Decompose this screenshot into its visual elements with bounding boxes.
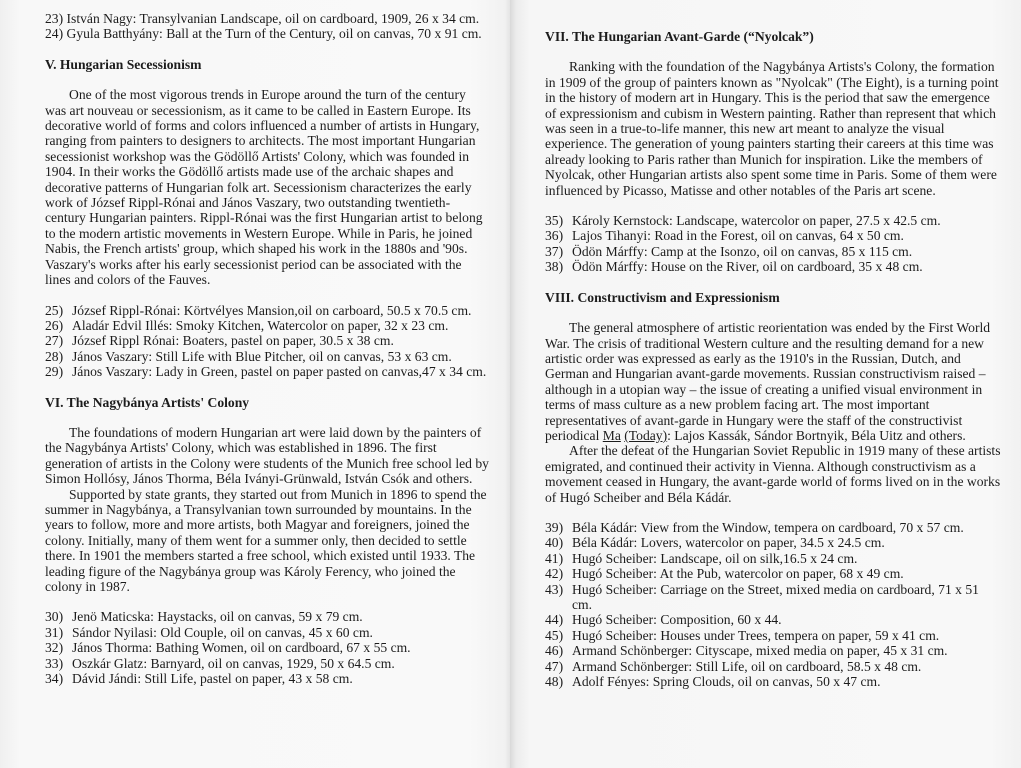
artwork-item: 38) Ödön Márffy: House on the River, oil on cardboard, 35 x 48 cm. xyxy=(545,259,923,275)
artwork-item: 23) István Nagy: Transylvanian Landscape, oil on cardboard, 1909, 26 x 34 cm. xyxy=(45,11,480,26)
artwork-item: 29) János Vaszary: Lady in Green, pastel on paper pasted on canvas,47 x 34 cm. xyxy=(45,364,487,380)
artwork-item: 34) Dávid Jándi: Still Life, pastel on paper, 43 x 58 cm. xyxy=(45,671,353,687)
periodical-translation: (Today) xyxy=(624,427,668,443)
intro-artwork-list xyxy=(45,11,490,42)
artwork-item: 42) Hugó Scheiber: At the Pub, watercolor on paper, 68 x 49 cm. xyxy=(545,566,904,582)
artwork-list xyxy=(45,303,490,380)
artwork-item: 35) Károly Kernstock: Landscape, watercolor on paper, 27.5 x 42.5 cm. xyxy=(545,213,941,229)
artwork-item: 40) Béla Kádár: Lovers, watercolor on paper, 34.5 x 24.5 cm. xyxy=(545,535,885,551)
section-paragraph: The foundations of modern Hungarian art were laid down by the painters of the Nagybánya Artists' Colony, which was established in 1896. The first generation of artists in the Colony were students of the Munich free school led by Simon Hollósy, János Thorma, Béla Iványi-Grünwald, István Csók and others. xyxy=(45,424,489,487)
artwork-item: 43) Hugó Scheiber: Carriage on the Street, mixed media on cardboard, 71 x 51 cm. xyxy=(545,581,979,612)
artwork-item: 30) Jenö Maticska: Haystacks, oil on canvas, 59 x 79 cm. xyxy=(45,609,363,625)
artwork-item: 32) János Thorma: Bathing Women, oil on cardboard, 67 x 55 cm. xyxy=(45,640,411,656)
artwork-item: 37) Ödön Márffy: Camp at the Isonzo, oil on canvas, 85 x 115 cm. xyxy=(545,243,913,259)
section-paragraph: Ranking with the foundation of the Nagybánya Artists's Colony, the formation in 1909 of the group of painters known as "Nyolcak" (The Eight), is a turning point in the history of modern art in Hungary. This is the period that saw the emergence of expressionism and cubism in Western painting. Rather than represent that which was seen in a true-to-life manner, this new art meant to analyze the visual experience. The generation of young painters starting their careers at this time was already looking to Paris rather than Munich for inspiration. Like the members of Nyolcak, other Hungarian artists also spent some time in Paris. Some of them were influenced by Picasso, Matisse and other notables of the Paris art scene. xyxy=(545,59,999,198)
artwork-item: 45) Hugó Scheiber: Houses under Trees, tempera on paper, 59 x 41 cm. xyxy=(545,627,940,643)
artwork-list xyxy=(545,520,1001,689)
artwork-item: 25) József Rippl-Rónai: Körtvélyes Mansion,oil on carboard, 50.5 x 70.5 cm. xyxy=(45,302,472,318)
artwork-list xyxy=(545,213,1001,275)
artwork-item: 46) Armand Schönberger: Cityscape, mixed media on paper, 45 x 31 cm. xyxy=(545,643,948,659)
artwork-item: 26) Aladár Edvil Illés: Smoky Kitchen, Watercolor on paper, 32 x 23 cm. xyxy=(45,317,449,333)
artwork-item: 47) Armand Schönberger: Still Life, oil on cardboard, 58.5 x 48 cm. xyxy=(545,658,922,674)
section-heading: V. Hungarian Secessionism xyxy=(45,56,202,72)
artwork-item: 27) József Rippl Rónai: Boaters, pastel on paper, 30.5 x 38 cm. xyxy=(45,333,394,349)
section-paragraph: Supported by state grants, they started out from Munich in 1896 to spend the summer in Nagybánya, a Transylvanian town surrounded by mountains. In the years to follow, more and more artists, both Magyar and foreigners, joined the colony. Initially, many of them went for a summer only, then decided to settle there. In 1901 the members started a free school, which existed until 1933. The leading figure of the Nagybánya group was Károly Ferency, who joined the colony in 1987. xyxy=(45,486,487,594)
section-heading: VIII. Constructivism and Expressionism xyxy=(545,289,780,305)
artwork-item: 41) Hugó Scheiber: Landscape, oil on silk,16.5 x 24 cm. xyxy=(545,550,858,566)
artwork-list xyxy=(45,609,490,686)
artwork-item: 44) Hugó Scheiber: Composition, 60 x 44. xyxy=(545,612,782,628)
artwork-item: 36) Lajos Tihanyi: Road in the Forest, oil on canvas, 64 x 50 cm. xyxy=(545,228,904,244)
section-paragraph: One of the most vigorous trends in Europe around the turn of the century was art nouveau or secessionism, as it came to be called in Eastern Europe. Its decorative world of forms and colors influenced a number of artists in Hungary, ranging from painters to designers to architects. The most important Hungarian secessionist workshop was the Gödöllő Artists' Colony, which was founded in 1904. In their works the Gödöllő artists made use of the archaic shapes and decorative patterns of Hungarian folk art. Secessionism characterizes the early work of József Rippl-Rónai and János Vaszary, two outstanding twentieth-century Hungarian painters. Rippl-Rónai was the first Hungarian artist to belong to the modern artistic movements in Western Europe. While in Paris, he joined Nabis, the French artists' group, which shaped his work in the 1880s and '90s. Vaszary's works after his early secessionist period can be associated with the lines and colors of the Fauves. xyxy=(45,87,483,288)
right-page xyxy=(510,0,1021,768)
section-paragraph: The general atmosphere of artistic reorientation was ended by the First World War. The crisis of traditional Western culture and the resulting demand for a new artistic order was expressed as early as the 1910's in the Russian, Dutch, and German and Hungarian avant-garde movements. Russian constructivism raised – although in a utopian way – the issue of creating a unified visual environment in terms of mass culture as a new problem facing art. The most important representatives of avant-garde in Hungary were the staff of the constructivist periodical Ma (Today): Lajos Kassák, Sándor Bortnyik, Béla Uitz and others. xyxy=(545,320,991,443)
section-heading: VII. The Hungarian Avant-Garde (“Nyolcak”) xyxy=(545,29,814,44)
artwork-item: 28) János Vaszary: Still Life with Blue Pitcher, oil on canvas, 53 x 63 cm. xyxy=(45,348,452,364)
section-paragraph: After the defeat of the Hungarian Soviet Republic in 1919 many of these artists emigrated, and continued their activity in Vienna. Although constructivism as a movement ceased in Hungary, the avant-garde world of forms lived on in the works of Hugó Scheiber and Béla Kádár. xyxy=(545,443,1001,505)
artwork-item: 31) Sándor Nyilasi: Old Couple, oil on canvas, 45 x 60 cm. xyxy=(45,624,373,640)
artwork-item: 33) Oszkár Glatz: Barnyard, oil on canvas, 1929, 50 x 64.5 cm. xyxy=(45,655,395,671)
periodical-name: Ma xyxy=(602,427,621,443)
left-page xyxy=(0,0,510,768)
artwork-item: 24) Gyula Batthyány: Ball at the Turn of the Century, oil on canvas, 70 x 91 cm. xyxy=(45,26,482,42)
section-heading: VI. The Nagybánya Artists' Colony xyxy=(45,394,250,410)
artwork-item: 48) Adolf Fényes: Spring Clouds, oil on canvas, 50 x 47 cm. xyxy=(545,674,881,690)
artwork-item: 39) Béla Kádár: View from the Window, tempera on cardboard, 70 x 57 cm. xyxy=(545,519,964,535)
